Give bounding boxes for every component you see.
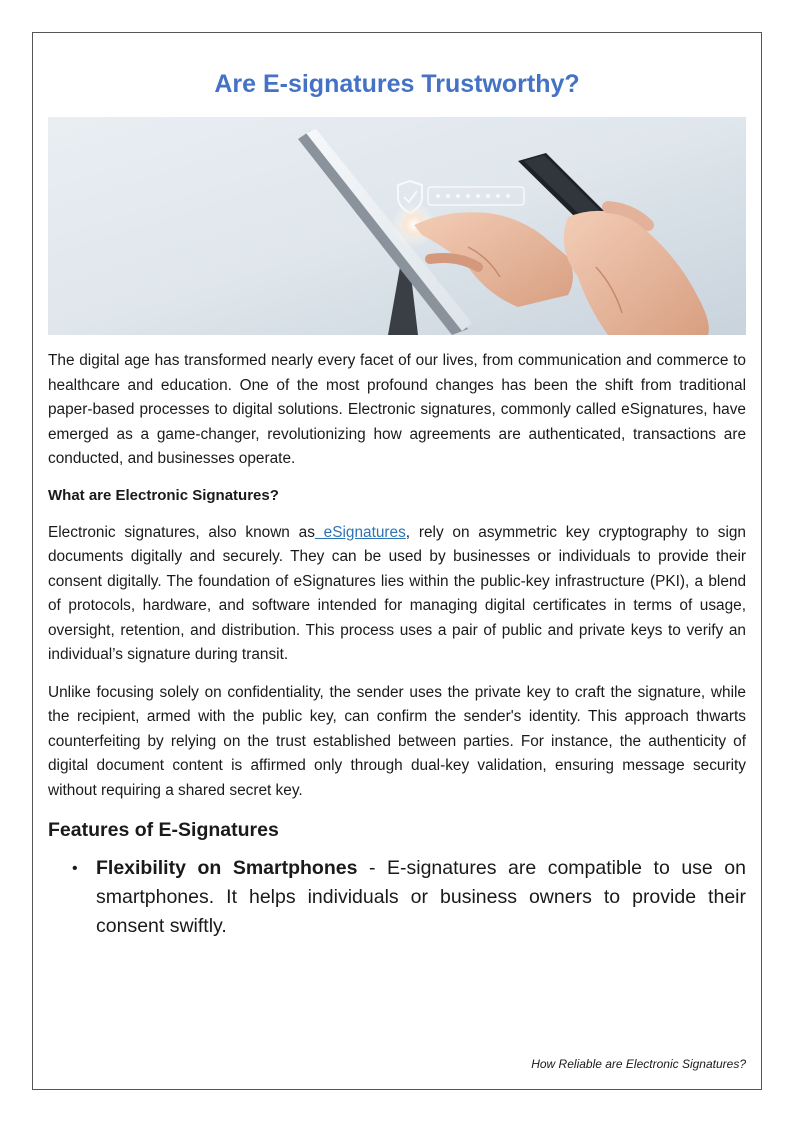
features-heading: Features of E-Signatures bbox=[48, 819, 279, 841]
esignatures-link[interactable]: eSignatures bbox=[314, 523, 406, 541]
definition-text-start: Electronic signatures, also known as bbox=[48, 523, 315, 541]
page-footer: How Reliable are Electronic Signatures? bbox=[531, 1057, 746, 1071]
section-heading-electronic-signatures: What are Electronic Signatures? bbox=[48, 486, 279, 504]
bullet-icon: • bbox=[72, 860, 78, 877]
definition-paragraph bbox=[48, 521, 746, 668]
feature-description: - E-signatures are compatible to use on smartphones. It helps individuals or business owners to provide their consent swiftly. bbox=[96, 857, 746, 937]
definition-text-end: , rely on asymmetric key cryptography to sign documents digitally and securely. They can be used by businesses or individuals to provide their consent digitally. The foundation of eSignatures lies within the public-key infrastructure (PKI), a blend of protocols, hardware, and software intended for managing digital certificates in terms of usage, oversight, retention, and distribution. This process uses a pair of public and private keys to verify an individual’s signature during transit. bbox=[48, 523, 746, 663]
intro-paragraph: The digital age has transformed nearly every facet of our lives, from communication and commerce to healthcare and education. One of the most profound changes has been the shift from traditional paper-based processes to digital solutions. Electronic signatures, commonly called eSignatures, have emerged as a game-changer, revolutionizing how agreements are authenticated, transactions are conducted, and businesses operate. bbox=[48, 352, 746, 467]
features-list bbox=[48, 854, 746, 941]
list-item bbox=[48, 854, 746, 941]
page-title: Are E-signatures Trustworthy? bbox=[214, 70, 580, 98]
hero-image bbox=[48, 117, 746, 335]
key-validation-paragraph: Unlike focusing solely on confidentiality, the sender uses the private key to craft the signature, while the recipient, armed with the public key, can confirm the sender's identity. This approach thwarts counterfeiting by relying on the trust established between parties. For instance, the authenticity of digital document content is affirmed only through dual-key validation, ensuring message security without requiring a shared secret key. bbox=[48, 683, 746, 799]
feature-label: Flexibility on Smartphones bbox=[96, 857, 358, 879]
document-content bbox=[48, 66, 746, 941]
